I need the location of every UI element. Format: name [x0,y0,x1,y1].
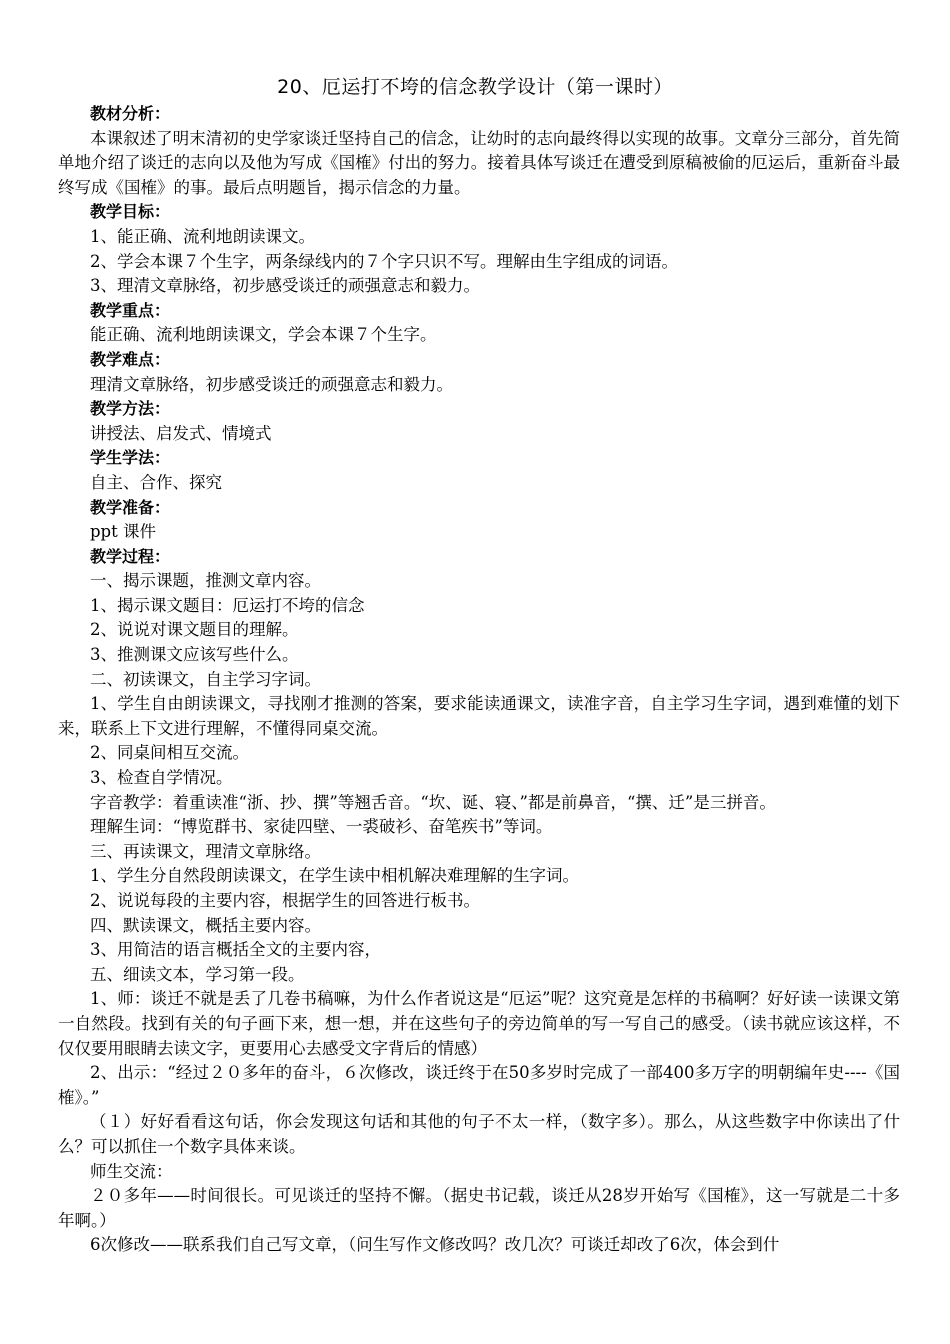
goal-item: 2、学会本课７个生字，两条绿线内的７个字只识不写。理解由生字组成的词语。 [90,251,678,271]
step-1-item: 3、推测课文应该写些什么。 [90,645,299,665]
step-5-item: 2、出示：“经过２０多年的奋斗，６次修改，谈迁终于在50多岁时完成了一部400多万字的明朝编年史----《国榷》。” [58,1063,900,1107]
prep-text: ppt 课件 [90,522,156,542]
step-5-subitem: （１）好好看看这句话，你会发现这句话和其他的句子不太一样，（数字多）。那么，从这些数字中你读出了什么？可以抓住一个数字具体来谈。 [58,1112,900,1156]
step-1-item: 1、揭示课文题目：厄运打不垮的信念 [90,595,365,615]
step-1-item: 2、说说对课文题目的理解。 [90,620,299,640]
prep-heading: 教学准备： [90,497,171,517]
study-heading: 学生学法： [90,448,171,468]
difficulty-text: 理清文章脉络，初步感受谈迁的顽强意志和毅力。 [90,374,453,394]
discussion-label: 师生交流： [90,1161,173,1181]
discussion-item: 6次修改——联系我们自己写文章，（问生写作文修改吗？改几次？可谈迁却改了6次，体会到什 [90,1235,780,1255]
step-2-item: 1、学生自由朗读课文，寻找刚才推测的答案，要求能读通课文，读准字音，自主学习生字词，遇到难懂的划下来，联系上下文进行理解，不懂得同桌交流。 [58,694,900,738]
goal-item: 1、能正确、流利地朗读课文。 [90,226,315,246]
step-4-item: 3、用简洁的语言概括全文的主要内容， [90,940,381,960]
vocabulary-note: 理解生词：“博览群书、家徒四壁、一裘破衫、奋笔疾书”等词。 [90,817,553,837]
method-heading: 教学方法： [90,399,171,419]
page-title: 20、厄运打不垮的信念教学设计（第一课时） [277,76,673,98]
step-3-item: 2、说说每段的主要内容，根据学生的回答进行板书。 [90,891,480,910]
goal-item: 3、理清文章脉络，初步感受谈迁的顽强意志和毅力。 [90,276,480,296]
key-heading: 教学重点： [90,300,171,320]
discussion-item: ２０多年——时间很长。可见谈迁的坚持不懈。（据史书记载，谈迁从28岁开始写《国榷》，这一写就是二十多年啊。） [58,1186,900,1230]
step-5-title: 五、细读文本，学习第一段。 [90,964,305,984]
step-4-title: 四、默读课文，概括主要内容。 [90,915,321,935]
step-2-title: 二、初读课文，自主学习字词。 [90,669,321,689]
analysis-heading: 教材分析： [90,104,171,123]
step-2-item: 2、同桌间相互交流。 [90,743,249,763]
analysis-text: 本课叙述了明末清初的史学家谈迁坚持自己的信念，让幼时的志向最终得以实现的故事。文章分三部分，首先简单地介绍了谈迁的志向以及他为写成《国榷》付出的努力。接着具体写谈迁在遭受到原稿被偷的厄运后，重新奋斗最终写成《国榷》的事。最后点明题旨，揭示信念的力量。 [58,128,900,197]
key-text: 能正确、流利地朗读课文，学会本课７个生字。 [90,325,437,345]
study-text: 自主、合作、探究 [90,472,222,492]
process-heading: 教学过程： [90,546,171,566]
step-5-item: 1、师：谈迁不就是丢了几卷书稿嘛，为什么作者说这是“厄运”呢？这究竟是怎样的书稿啊？好好读一读课文第一自然段。找到有关的句子画下来，想一想，并在这些句子的旁边简单的写一写自己的感受。（读书就应该这样，不仅仅要用眼睛去读文字，更要用心去感受文字背后的情感） [58,989,900,1058]
step-2-item: 3、检查自学情况。 [90,768,233,788]
step-1-title: 一、揭示课题，推测文章内容。 [90,571,321,591]
step-3-item: 1、学生分自然段朗读课文，在学生读中相机解决难理解的生字词。 [90,866,579,886]
goals-heading: 教学目标： [90,202,171,222]
step-3-title: 三、再读课文，理清文章脉络。 [90,841,321,861]
pronunciation-note: 字音教学：着重读准“浙、抄、撰”等翘舌音。“坎、诞、寝、”都是前鼻音，“撰、迁”是三拼音。 [90,792,776,812]
difficulty-heading: 教学难点： [90,349,171,369]
method-text: 讲授法、启发式、情境式 [90,423,272,443]
